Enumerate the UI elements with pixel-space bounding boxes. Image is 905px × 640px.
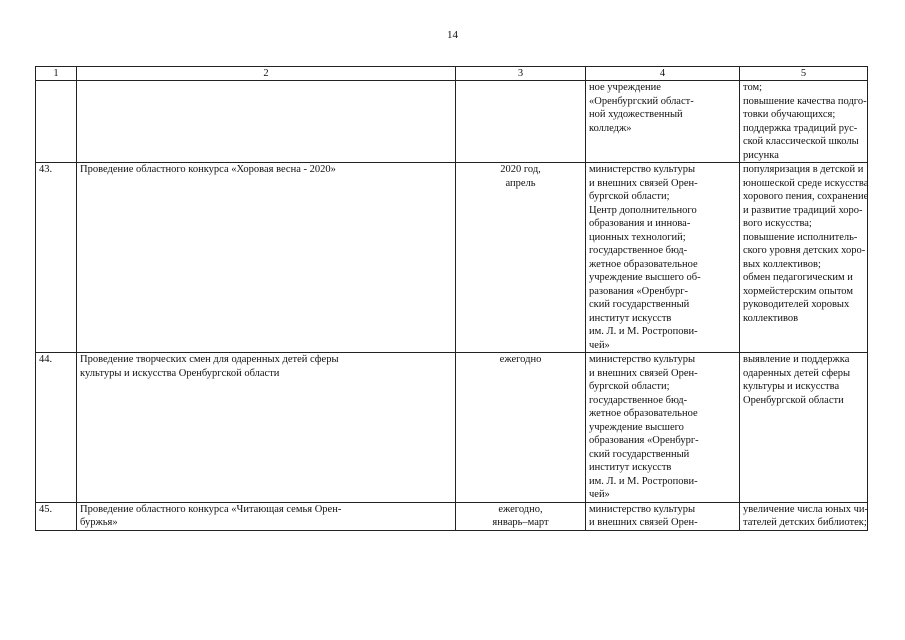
date-cell (456, 502, 586, 530)
page-number: 14 (447, 29, 458, 41)
event-cell (77, 353, 456, 503)
cell-text-line: чей» (589, 339, 610, 351)
cell-text-line: Проведение областного конкурса «Читающая семья Орен- (80, 503, 342, 515)
cell-text-line: Оренбургской области (743, 394, 844, 406)
cell-text-line: и развитие традиций хоро- (743, 204, 863, 216)
column-header-1: 1 (36, 67, 77, 81)
row-number-cell: 43. (36, 163, 77, 353)
cell-text-line: хормейстерским опытом (743, 285, 853, 297)
table-row (36, 163, 868, 353)
cell-text-line: товки обучающихся; (743, 109, 836, 120)
result-cell (740, 81, 868, 163)
cell-text-line: им. Л. и М. Ростропови- (589, 326, 698, 337)
cell-text-line: и внешних связей Орен- (589, 517, 698, 528)
result-cell (740, 353, 868, 503)
cell-text-line: увеличение числа юных чи- (743, 503, 869, 515)
cell-text-line: хорового пения, сохранение (743, 191, 869, 202)
cell-text-line: ежегодно (499, 354, 542, 365)
cell-text-line: и внешних связей Орен- (589, 177, 698, 189)
cell-text-line: министерство культуры (589, 354, 696, 365)
cell-text-line: повышение качества подго- (743, 95, 867, 107)
cell-text-line: рисунка (743, 149, 779, 161)
result-cell (740, 502, 868, 530)
table-body (36, 81, 868, 531)
cell-text-line: учреждение высшего (589, 421, 684, 433)
event-cell (77, 81, 456, 163)
cell-text-line: бургской области; (589, 381, 670, 392)
cell-text-line: ского уровня детских хоро- (743, 245, 866, 256)
column-header-2: 2 (77, 67, 456, 81)
date-cell (456, 353, 586, 503)
organizer-cell (586, 163, 740, 353)
cell-text-line: юношеской среде искусства (743, 177, 869, 189)
cell-text-line: вых коллективов; (743, 258, 821, 270)
cell-text-line: жетное образовательное (589, 258, 698, 270)
cell-text-line: министерство культуры (589, 503, 696, 515)
date-cell (456, 163, 586, 353)
header-row (36, 67, 868, 81)
cell-text-line: министерство культуры (589, 164, 696, 175)
cell-text-line: институт искусств (589, 312, 672, 324)
table-row (36, 81, 868, 163)
cell-text-line: буржья» (80, 517, 118, 528)
cell-text-line: бургской области; (589, 191, 670, 202)
cell-text-line: ное учреждение (589, 82, 661, 93)
cell-text-line: ежегодно, (498, 503, 543, 515)
cell-text-line: Проведение творческих смен для одаренных детей сферы (80, 354, 339, 365)
cell-text-line: поддержка традиций рус- (743, 122, 858, 134)
cell-text-line: государственное бюд- (589, 245, 688, 256)
organizer-cell (586, 502, 740, 530)
cell-text-line: январь–март (492, 517, 549, 528)
document-table (35, 66, 868, 531)
date-cell (456, 81, 586, 163)
cell-text-line: колледж» (589, 122, 632, 134)
event-cell (77, 502, 456, 530)
cell-text-line: чей» (589, 489, 610, 500)
cell-text-line: популяризация в детской и (743, 164, 864, 175)
cell-text-line: ской классической школы (743, 136, 859, 147)
cell-text-line: тателей детских библиотек; (743, 517, 867, 528)
row-number-cell: 45. (36, 502, 77, 530)
column-header-4: 4 (586, 67, 740, 81)
cell-text-line: Проведение областного конкурса «Хоровая весна - 2020» (80, 164, 336, 175)
cell-text-line: ной художественный (589, 109, 683, 120)
cell-text-line: Центр дополнительного (589, 204, 697, 216)
cell-text-line: ский государственный (589, 448, 690, 460)
table-row (36, 353, 868, 503)
cell-text-line: ский государственный (589, 299, 690, 310)
cell-text-line: учреждение высшего об- (589, 272, 701, 283)
cell-text-line: образования и иннова- (589, 218, 691, 229)
cell-text-line: им. Л. и М. Ростропови- (589, 475, 698, 487)
cell-text-line: разования «Оренбург- (589, 285, 689, 297)
cell-text-line: государственное бюд- (589, 394, 688, 406)
table-header (36, 67, 868, 81)
cell-text-line: ционных технологий; (589, 231, 686, 243)
cell-text-line: повышение исполнитель- (743, 231, 858, 243)
cell-text-line: руководителей хоровых (743, 299, 850, 310)
cell-text-line: 2020 год, (500, 164, 541, 175)
result-cell (740, 163, 868, 353)
cell-text-line: выявление и поддержка (743, 354, 850, 365)
organizer-cell (586, 353, 740, 503)
cell-text-line: образования «Оренбург- (589, 435, 699, 446)
cell-text-line: апрель (505, 177, 536, 189)
cell-text-line: одаренных детей сферы (743, 367, 851, 379)
cell-text-line: том; (743, 82, 763, 93)
cell-text-line: институт искусств (589, 462, 672, 473)
cell-text-line: коллективов (743, 312, 799, 324)
organizer-cell (586, 81, 740, 163)
cell-text-line: и внешних связей Орен- (589, 367, 698, 379)
cell-text-line: культуры и искусства (743, 381, 840, 392)
table-row (36, 502, 868, 530)
column-header-5: 5 (740, 67, 868, 81)
cell-text-line: «Оренбургский област- (589, 95, 694, 107)
cell-text-line: культуры и искусства Оренбургской области (80, 367, 280, 379)
event-cell (77, 163, 456, 353)
cell-text-line: жетное образовательное (589, 408, 698, 419)
row-number-cell: 44. (36, 353, 77, 503)
cell-text-line: вого искусства; (743, 218, 812, 229)
row-number-cell (36, 81, 77, 163)
cell-text-line: обмен педагогическим и (743, 272, 853, 283)
column-header-3: 3 (456, 67, 586, 81)
